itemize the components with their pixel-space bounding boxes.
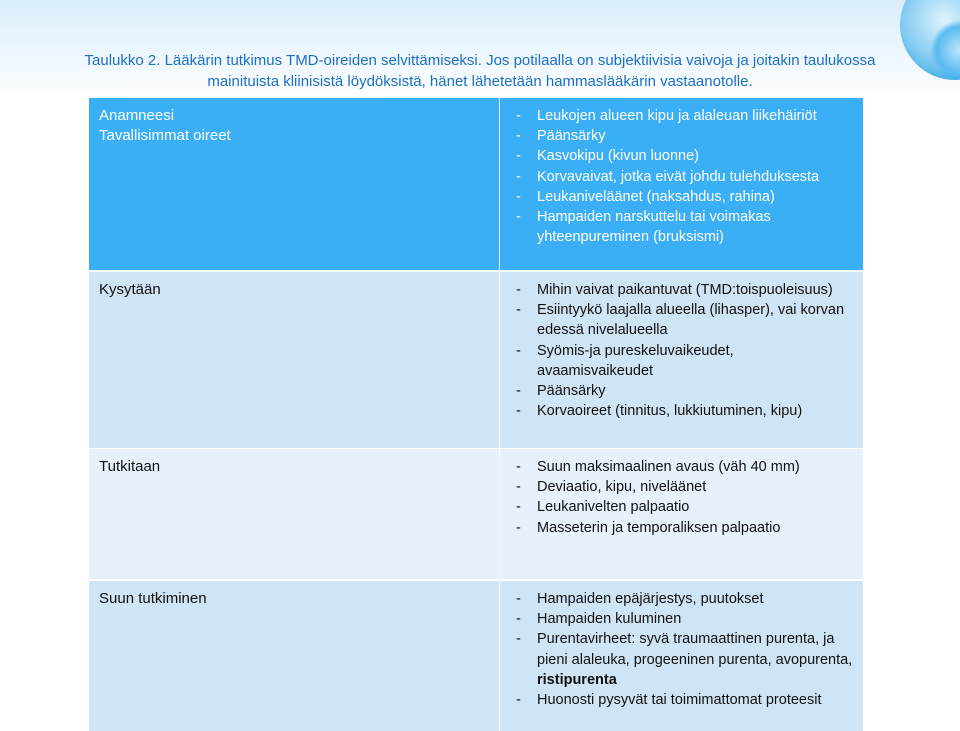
row-content-cell (500, 272, 863, 448)
header-symptoms-cell (500, 98, 863, 270)
header-label-cell (89, 98, 500, 270)
list-item: - Hampaiden kuluminen (516, 611, 682, 628)
row-content-cell (500, 449, 863, 579)
list-item: - Leukaniveläänet (naksahdus, rahina) (516, 188, 775, 205)
caption-line-1: Taulukko 2. Lääkärin tutkimus TMD-oireiden selvittämiseksi. Jos potilaalla on subjektiivisia vaivoja ja joitakin taulukossa (84, 52, 876, 69)
table-caption (40, 50, 920, 92)
list-item: - Mihin vaivat paikantuvat (TMD:toispuoleisuus) (516, 282, 833, 298)
list-item: - Syömis-ja pureskeluvaikeudet, avaamisvaikeudet (516, 342, 734, 379)
table-row-tutkitaan (89, 448, 863, 579)
list-item: - Hampaiden epäjärjestys, puutokset (516, 591, 764, 607)
table-body (89, 270, 863, 731)
list-item: - Korvaoireet (tinnitus, lukkiutuminen, kipu) (516, 403, 803, 420)
tmd-examination-table (89, 98, 863, 731)
list-item: - Huonosti pysyvät tai toimimattomat proteesit (516, 692, 822, 709)
list-item: - Leukanivelten palpaatio (516, 499, 690, 516)
table-row-kysytaan (89, 270, 863, 448)
list-item: - Leukojen alueen kipu ja alaleuan liikehäiriöt (516, 108, 817, 124)
list-item: - Päänsärky (516, 383, 606, 400)
list-item: - Esiintyykö laajalla alueella (lihasper), vai korvan edessä nivelalueella (516, 302, 845, 339)
table-header-row (89, 98, 863, 270)
row-content-cell (500, 581, 863, 731)
list-item: - Korvavaivat, jotka eivät johdu tulehduksesta (516, 168, 820, 185)
table-row-suun-tutkiminen (89, 579, 863, 731)
bold-term: ristipurenta (537, 671, 617, 688)
oral-exam-list (516, 589, 853, 710)
header-label-anamneesi: Anamneesi (99, 107, 175, 124)
list-item: - Kasvokipu (kivun luonne) (516, 148, 700, 165)
row-label-cell (89, 272, 500, 448)
questions-list (516, 280, 853, 421)
list-item: - Suun maksimaalinen avaus (väh 40 mm) (516, 459, 800, 475)
list-item: - Masseterin ja temporaliksen palpaatio (516, 519, 781, 536)
list-item: - Päänsärky (516, 128, 606, 145)
list-item: - Hampaiden narskuttelu tai voimakas yhteenpureminen (bruksismi) (516, 209, 771, 246)
examination-list (516, 457, 853, 538)
symptoms-list (516, 106, 853, 247)
row-label: Suun tutkiminen (99, 590, 207, 607)
row-label-cell (89, 449, 500, 579)
caption-line-2: mainituista kliinisistä löydöksistä, hänet lähetetään hammaslääkärin vastaanotolle. (207, 73, 753, 90)
header-label-oireet: Tavallisimmat oireet (99, 127, 231, 144)
list-item: - Deviaatio, kipu, niveläänet (516, 479, 707, 496)
row-label: Kysytään (99, 281, 161, 298)
list-item: - Purentavirheet: syvä traumaattinen purenta, ja pieni alaleuka, progeeninen purenta, avopurenta, ristipurenta (516, 631, 853, 688)
row-label-cell (89, 581, 500, 731)
row-label: Tutkitaan (99, 458, 161, 475)
